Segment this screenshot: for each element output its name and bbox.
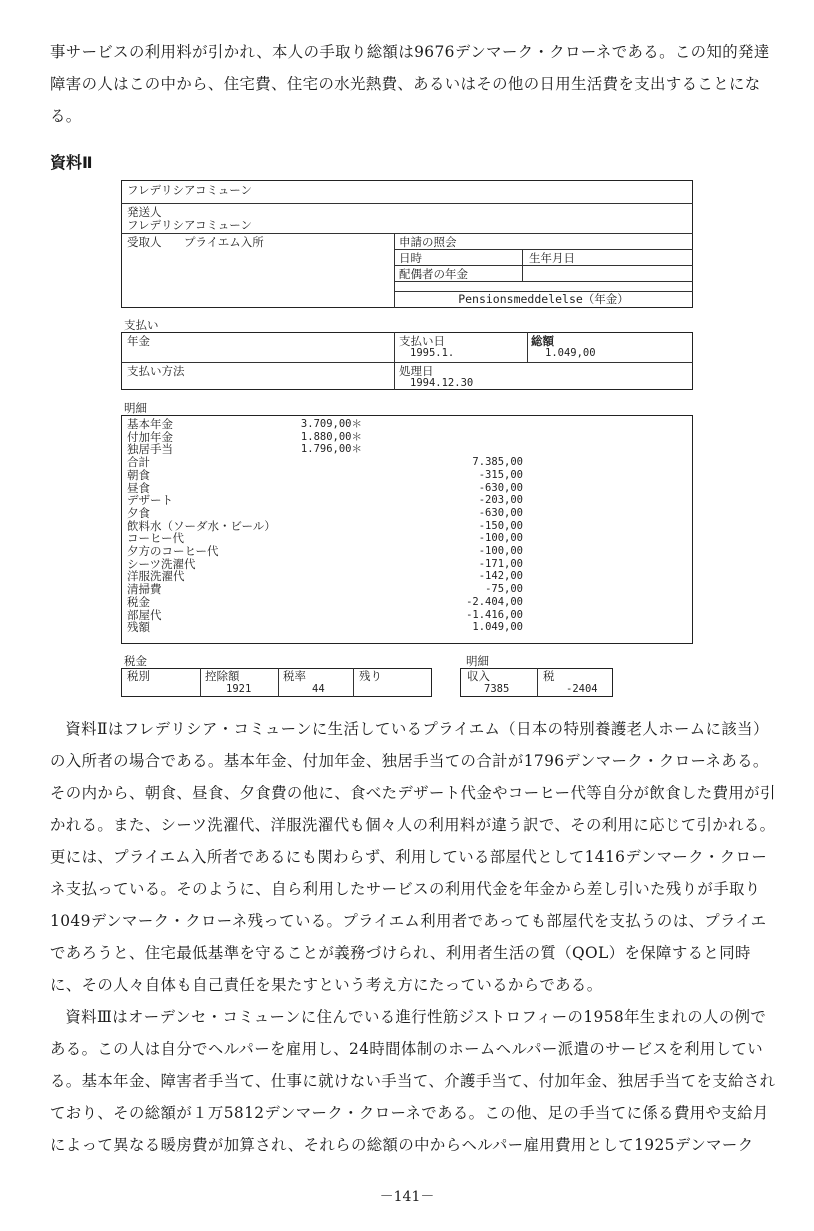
detail-label: 朝食 xyxy=(127,467,150,482)
tax-label: 税 xyxy=(543,669,555,683)
detail-total: -171,00 xyxy=(478,557,523,570)
detail-label: 合計 xyxy=(127,455,150,470)
detail-total: -315,00 xyxy=(478,468,523,481)
detail-label: 夕方のコーヒー代 xyxy=(127,544,219,558)
detail-label: 部屋代 xyxy=(127,607,162,622)
detail-label: デザート xyxy=(127,493,173,508)
payment-section-title: 支払い xyxy=(124,318,159,332)
detail-total: -100,00 xyxy=(478,545,523,557)
processing-date-value: 1994.12.30 xyxy=(410,377,474,389)
pay-date-value: 1995.1. xyxy=(410,347,455,359)
detail-total: -630,00 xyxy=(478,506,523,519)
detail-total: 1.049,00 xyxy=(472,621,523,634)
detail-label: 税金 xyxy=(127,594,150,609)
details-section-title: 明細 xyxy=(124,401,147,415)
remaining-label: 残り xyxy=(359,669,382,683)
detail-label: 残額 xyxy=(127,620,150,635)
detail-label: シーツ洗濯代 xyxy=(127,556,196,571)
detail-label: 昼食 xyxy=(127,480,150,495)
pay-method-label: 支払い方法 xyxy=(127,364,185,378)
deduction-label: 控除額 xyxy=(205,669,240,683)
tax-section-title: 税金 xyxy=(124,654,147,668)
tax-rate-value: 44 xyxy=(312,683,325,695)
detail-amount: 1.880,00＊ xyxy=(300,430,362,443)
processing-date-label: 処理日 xyxy=(399,364,434,378)
spouse-pension-label: 配偶者の年金 xyxy=(399,267,468,281)
deduction-value: 1921 xyxy=(226,683,252,695)
pension-label: 年金 xyxy=(127,334,150,348)
detail-label: 独居手当 xyxy=(127,442,173,457)
recipient-label: 受取人 xyxy=(127,235,162,249)
income-value: 7385 xyxy=(484,683,510,695)
sender-value: フレデリシアコミューン xyxy=(127,218,253,232)
pay-date-label: 支払い日 xyxy=(399,334,445,348)
total-value: 1.049,00 xyxy=(545,347,596,359)
detail-label: 基本年金 xyxy=(127,417,173,431)
recipient-value: プライエム入所 xyxy=(184,235,264,249)
birthdate-label: 生年月日 xyxy=(529,251,575,265)
detail-total: -150,00 xyxy=(478,519,523,532)
detail-total: -630,00 xyxy=(478,481,523,494)
body-text xyxy=(50,713,778,1161)
detail-amount: 1.796,00＊ xyxy=(300,443,362,456)
page-number: －141－ xyxy=(379,1189,435,1205)
detail-total: -2.404,00 xyxy=(466,595,523,608)
tax-box xyxy=(121,668,432,697)
detail-label: 夕食 xyxy=(127,505,150,520)
tax-type-label: 税別 xyxy=(127,669,150,683)
tax-value: -2404 xyxy=(566,683,598,695)
tax-rate-label: 税率 xyxy=(283,669,306,683)
detail-total: -1.416,00 xyxy=(466,608,523,621)
detail-label: 洋服洗濯代 xyxy=(127,569,185,584)
detail-total: -142,00 xyxy=(478,570,523,583)
detail-total: -203,00 xyxy=(478,494,523,507)
income-label: 収入 xyxy=(467,669,490,683)
sender-label: 発送人 xyxy=(127,205,162,219)
body-paragraph-2: 資料Ⅲはオーデンセ・コミューンに住んでいる進行性筋ジストロフィーの1958年生まれの人の例である。この人は自分でヘルパーを雇用し、24時間体制のホームヘルパー派遣のサービスを利用している。基本年金、障害者手当て、仕事に就けない手当て、介護手当て、付加年金、独居手当てを支給されており、その総額が１万5812デンマーク・クローネである。この他、足の手当てに係る費用や支給月によって異なる暖房費が加算され、それらの総額の中からヘルパー雇用費用として1925デンマーク xyxy=(50,1008,776,1154)
inquiry-label: 申請の照会 xyxy=(399,235,457,249)
detail-total: -100,00 xyxy=(478,532,523,545)
detail-amount: 3.709,00＊ xyxy=(300,418,362,430)
detail-total: 7.385,00 xyxy=(472,456,523,469)
body-paragraph-1: 資料Ⅱはフレデリシア・コミューンに生活しているプライエム（日本の特別養護老人ホームに該当）の入所者の場合である。基本年金、付加年金、独居手当ての合計が1796デンマーク・クローネある。その内から、朝食、昼食、夕食費の他に、食べたデザート代金やコーヒー代等自分が飲食した費用が引かれる。また、シーツ洗濯代、洋服洗濯代も個々人の利用料が違う訳で、その利用に応じて引かれる。更には、プライエム入所者であるにも関わらず、利用している部屋代として1416デンマーク・クローネ支払っている。そのように、自ら利用したサービスの利用代金を年金から差し引いた残りが手取り1049デンマーク・クローネ残っている。プライエム利用者であっても部屋代を支払うのは、プライエであろうと、住宅最低基準を守ることが義務づけられ、利用者生活の質（QOL）を保障すると同時に、その人々自体も自己責任を果たすという考え方にたっているからである。 xyxy=(50,720,776,994)
intro-paragraph: 事サービスの利用料が引かれ、本人の手取り総額は9676デンマーク・クローネである。この知的発達障害の人はこの中から、住宅費、住宅の水光熱費、あるいはその他の日用生活費を支出することになる。 xyxy=(50,43,770,125)
pension-notice-title: Pensionsmeddelelse（年金） xyxy=(458,292,629,306)
detail-total: -75,00 xyxy=(485,583,523,596)
section-heading: 資料Ⅱ xyxy=(50,153,93,172)
detail-label: 飲料水（ソーダ水・ビール） xyxy=(127,518,276,533)
detail-label: コーヒー代 xyxy=(127,531,185,546)
detail-label: 付加年金 xyxy=(127,429,173,444)
date-label: 日時 xyxy=(399,251,422,265)
detail-label: 清掃費 xyxy=(127,582,162,597)
breakdown-section-title: 明細 xyxy=(466,654,489,668)
total-label: 総額 xyxy=(531,334,554,348)
municipality-name: フレデリシアコミューン xyxy=(127,183,253,197)
